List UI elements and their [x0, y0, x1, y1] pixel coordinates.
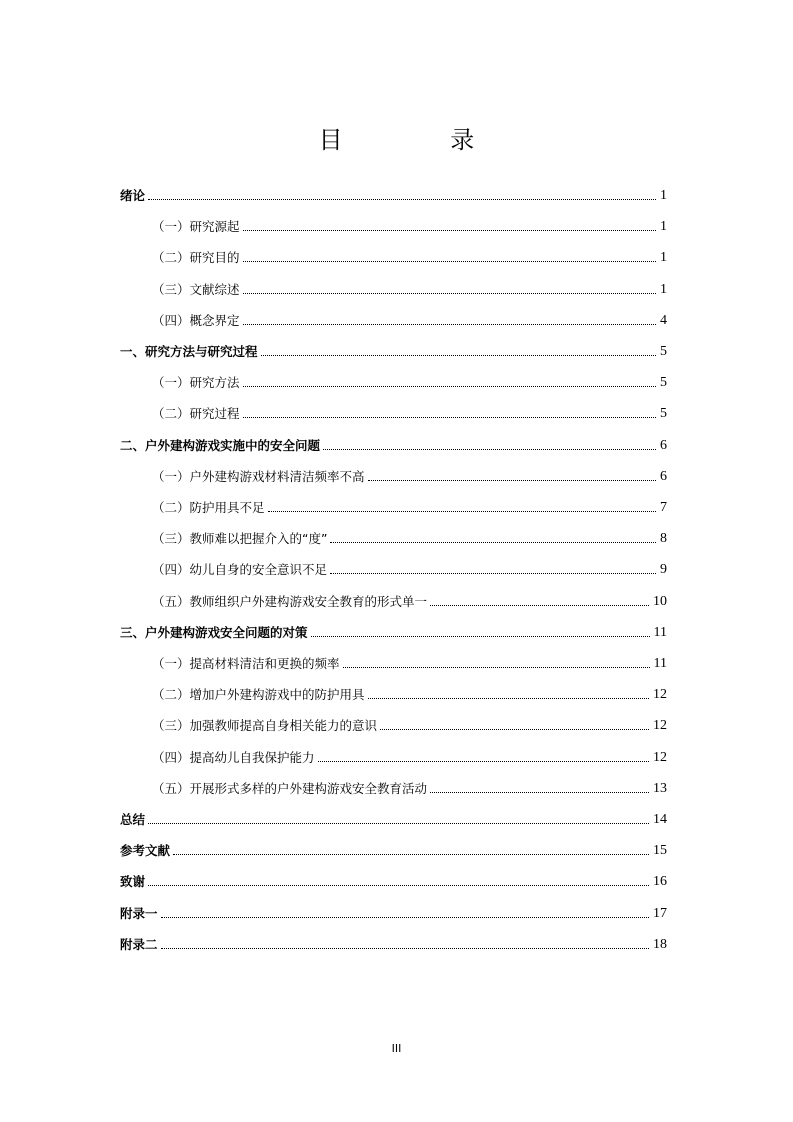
- toc-entry-page-number: 14: [653, 812, 667, 827]
- toc-entry-page-number: 17: [653, 905, 667, 921]
- toc-entry-page-number: 7: [660, 500, 667, 515]
- toc-entry[interactable]: [0, 467, 793, 487]
- toc-leader-dots: [161, 948, 649, 949]
- toc-entry[interactable]: [0, 248, 793, 268]
- toc-leader-dots: [330, 542, 656, 543]
- toc-leader-dots: [430, 605, 649, 606]
- toc-entry-title: 总结: [120, 812, 146, 827]
- toc-entry-page-number: 6: [660, 437, 667, 453]
- toc-leader-dots: [318, 761, 649, 762]
- toc-leader-dots: [243, 230, 656, 231]
- toc-entry-title: 三、户外建构游戏安全问题的对策: [120, 624, 308, 640]
- toc-entry[interactable]: [0, 904, 793, 924]
- toc-entry-title: （二）增加户外建构游戏中的防护用具: [152, 687, 365, 703]
- toc-entry-page-number: 11: [653, 656, 667, 671]
- toc-entry-title: 附录二: [120, 936, 158, 952]
- toc-entry-page-number: 8: [660, 531, 667, 547]
- toc-leader-dots: [148, 199, 656, 200]
- toc-leader-dots: [368, 698, 649, 699]
- toc-entry-page-number: 11: [653, 624, 667, 640]
- toc-entry-title: （四）幼儿自身的安全意识不足: [152, 562, 328, 578]
- toc-entry[interactable]: [0, 779, 793, 799]
- toc-entry-page-number: 18: [653, 936, 667, 952]
- toc-entry[interactable]: [0, 373, 793, 393]
- toc-entry-page-number: 1: [660, 219, 667, 235]
- toc-entry[interactable]: [0, 810, 793, 830]
- page-number-footer: III: [391, 1042, 402, 1055]
- toc-entry-title: （二）防护用具不足: [152, 500, 265, 515]
- toc-entry-title: （三）教师难以把握介入的“度”: [152, 531, 328, 547]
- toc-leader-dots: [243, 293, 656, 294]
- toc-entry-page-number: 5: [660, 375, 667, 391]
- toc-entry[interactable]: [0, 436, 793, 456]
- toc-entry-title: （二）研究目的: [152, 250, 240, 266]
- toc-entry-title: （二）研究过程: [152, 406, 240, 422]
- toc-entry[interactable]: [0, 498, 793, 518]
- page-title: 目 录: [318, 126, 525, 154]
- toc-entry-title: （一）研究源起: [152, 219, 240, 235]
- toc-entry[interactable]: [0, 748, 793, 768]
- toc-entry-title: （三）加强教师提高自身相关能力的意识: [152, 718, 378, 734]
- toc-entry-title: （一）户外建构游戏材料清洁频率不高: [152, 468, 365, 484]
- toc-entry-page-number: 5: [660, 406, 667, 422]
- toc-entry[interactable]: [0, 716, 793, 736]
- toc-entry-page-number: 5: [660, 344, 667, 359]
- toc-entry[interactable]: [0, 280, 793, 300]
- toc-entry-title: （一）提高材料清洁和更换的频率: [152, 656, 340, 671]
- toc-entry[interactable]: [0, 935, 793, 955]
- toc-entry-page-number: 10: [653, 593, 667, 609]
- toc-entry[interactable]: [0, 592, 793, 612]
- toc-entry-page-number: 4: [660, 312, 667, 328]
- toc-entry-title: （五）开展形式多样的户外建构游戏安全教育活动: [152, 780, 428, 796]
- toc-entry-title: （四）概念界定: [152, 312, 240, 328]
- toc-entry[interactable]: [0, 685, 793, 705]
- toc-entry-page-number: 9: [660, 562, 667, 578]
- toc-leader-dots: [148, 823, 649, 824]
- toc-entry-title: 致谢: [120, 874, 146, 890]
- toc-entry-title: （五）教师组织户外建构游戏安全教育的形式单一: [152, 593, 428, 609]
- toc-leader-dots: [173, 854, 649, 855]
- toc-leader-dots: [368, 480, 656, 481]
- toc-entry-title: （三）文献综述: [152, 281, 240, 297]
- toc-leader-dots: [311, 636, 650, 637]
- toc-leader-dots: [243, 417, 656, 418]
- toc-entry[interactable]: [0, 872, 793, 892]
- toc-entry-page-number: 15: [653, 843, 667, 859]
- toc-entry-title: 绪论: [120, 188, 146, 203]
- toc-entry-page-number: 13: [653, 780, 667, 796]
- toc-entry-page-number: 1: [660, 281, 667, 297]
- toc-leader-dots: [261, 355, 656, 356]
- toc-leader-dots: [243, 324, 656, 325]
- toc-entry[interactable]: [0, 311, 793, 331]
- toc-leader-dots: [323, 449, 656, 450]
- toc-leader-dots: [343, 667, 650, 668]
- toc-entry-page-number: 12: [653, 749, 667, 765]
- toc-entry[interactable]: [0, 654, 793, 674]
- toc-leader-dots: [161, 917, 649, 918]
- toc-entry-title: （四）提高幼儿自我保护能力: [152, 749, 315, 765]
- toc-leader-dots: [148, 885, 649, 886]
- toc-leader-dots: [430, 792, 649, 793]
- toc-entry-page-number: 12: [653, 718, 667, 734]
- toc-entry[interactable]: [0, 841, 793, 861]
- toc-entry-title: 二、户外建构游戏实施中的安全问题: [120, 437, 321, 453]
- toc-entry[interactable]: [0, 404, 793, 424]
- toc-leader-dots: [243, 261, 656, 262]
- toc-entry[interactable]: [0, 560, 793, 580]
- toc-entry-page-number: 1: [660, 188, 667, 203]
- toc-leader-dots: [268, 511, 656, 512]
- toc-leader-dots: [380, 729, 649, 730]
- toc-entry-title: 一、研究方法与研究过程: [120, 344, 258, 359]
- toc-entry-title: 附录一: [120, 905, 158, 921]
- toc-entry-page-number: 12: [653, 687, 667, 703]
- toc-leader-dots: [330, 573, 656, 574]
- toc-entry[interactable]: [0, 217, 793, 237]
- toc-entry-page-number: 6: [660, 468, 667, 484]
- toc-entry-page-number: 16: [653, 874, 667, 890]
- toc-entry[interactable]: [0, 186, 793, 206]
- toc-entry[interactable]: [0, 342, 793, 362]
- toc-entry-title: 参考文献: [120, 843, 171, 859]
- toc-entry[interactable]: [0, 623, 793, 643]
- toc-entry-page-number: 1: [660, 250, 667, 266]
- toc-leader-dots: [243, 386, 656, 387]
- toc-entry-title: （一）研究方法: [152, 375, 240, 391]
- toc-entry[interactable]: [0, 529, 793, 549]
